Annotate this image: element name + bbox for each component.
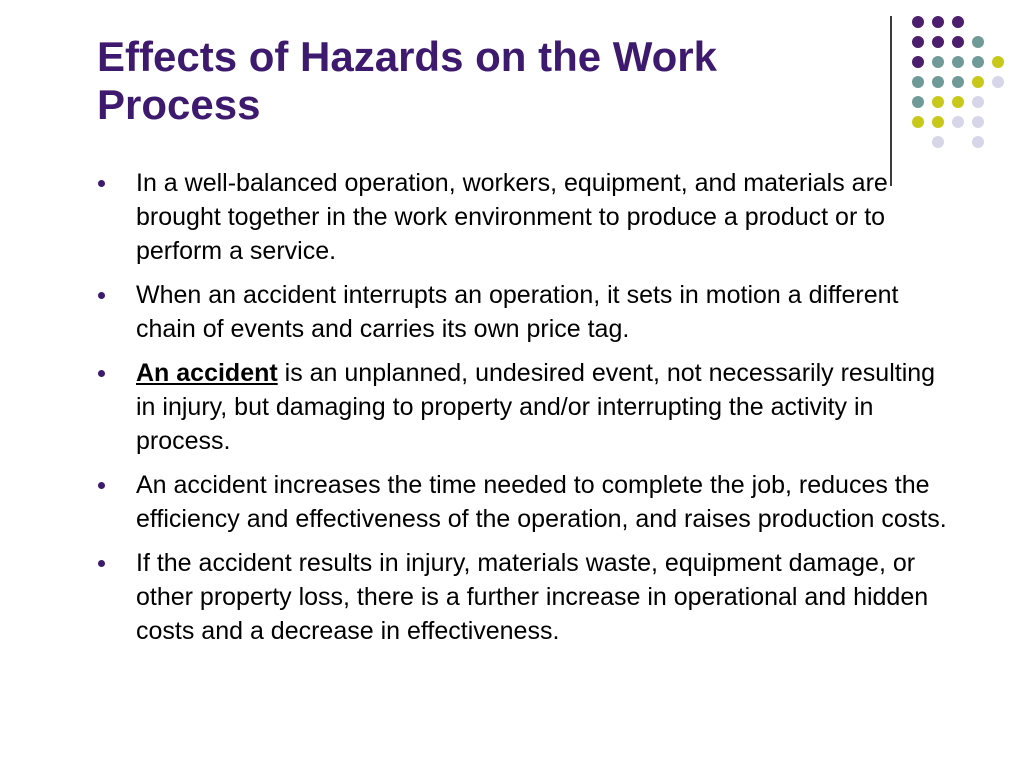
title-divider <box>890 16 892 186</box>
dot <box>972 136 984 148</box>
dot <box>912 96 924 108</box>
decorative-dot-grid <box>898 12 1018 172</box>
bullet-marker <box>98 482 105 489</box>
dot <box>952 116 964 128</box>
dot <box>952 56 964 68</box>
dot <box>932 56 944 68</box>
bullet-text: In a well-balanced operation, workers, equipment, and materials are brought together in the work environment to produce a product or to perform a service. <box>136 169 888 265</box>
bullet-marker <box>98 560 105 567</box>
dot <box>932 136 944 148</box>
dot <box>912 116 924 128</box>
dot <box>952 76 964 88</box>
bullet-item <box>97 166 957 268</box>
dot <box>952 36 964 48</box>
bullet-text: is an unplanned, undesired event, not necessarily resulting in injury, but damaging to property and/or interrupting the activity in process. <box>136 359 936 455</box>
dot <box>952 96 964 108</box>
dot <box>912 56 924 68</box>
dot <box>912 76 924 88</box>
bullet-marker <box>98 292 105 299</box>
dot <box>932 16 944 28</box>
dot <box>992 56 1004 68</box>
dot <box>932 36 944 48</box>
bullet-item <box>97 546 957 648</box>
bullet-item <box>97 278 957 346</box>
dot <box>972 56 984 68</box>
dot <box>912 16 924 28</box>
bullet-text: When an accident interrupts an operation, it sets in motion a different chain of events and carries its own price tag. <box>136 281 899 343</box>
bullet-item <box>97 468 957 536</box>
bullet-item <box>97 356 957 458</box>
dot <box>972 76 984 88</box>
dot <box>912 36 924 48</box>
bullet-text: If the accident results in injury, materials waste, equipment damage, or other property loss, there is a further increase in operational and hidden costs and a decrease in effectiveness. <box>136 549 929 645</box>
dot <box>972 96 984 108</box>
dot <box>972 116 984 128</box>
bullet-marker <box>98 370 105 377</box>
dot <box>952 16 964 28</box>
dot <box>932 96 944 108</box>
dot <box>932 76 944 88</box>
dot <box>972 36 984 48</box>
bullet-list <box>97 166 957 658</box>
dot <box>992 76 1004 88</box>
dot <box>932 116 944 128</box>
bullet-marker <box>98 180 105 187</box>
accident-term: An accident <box>136 359 278 387</box>
slide-title: Effects of Hazards on the Work Process <box>97 33 717 128</box>
bullet-text: An accident increases the time needed to complete the job, reduces the efficiency and effectiveness of the operation, and raises production costs. <box>136 471 947 533</box>
